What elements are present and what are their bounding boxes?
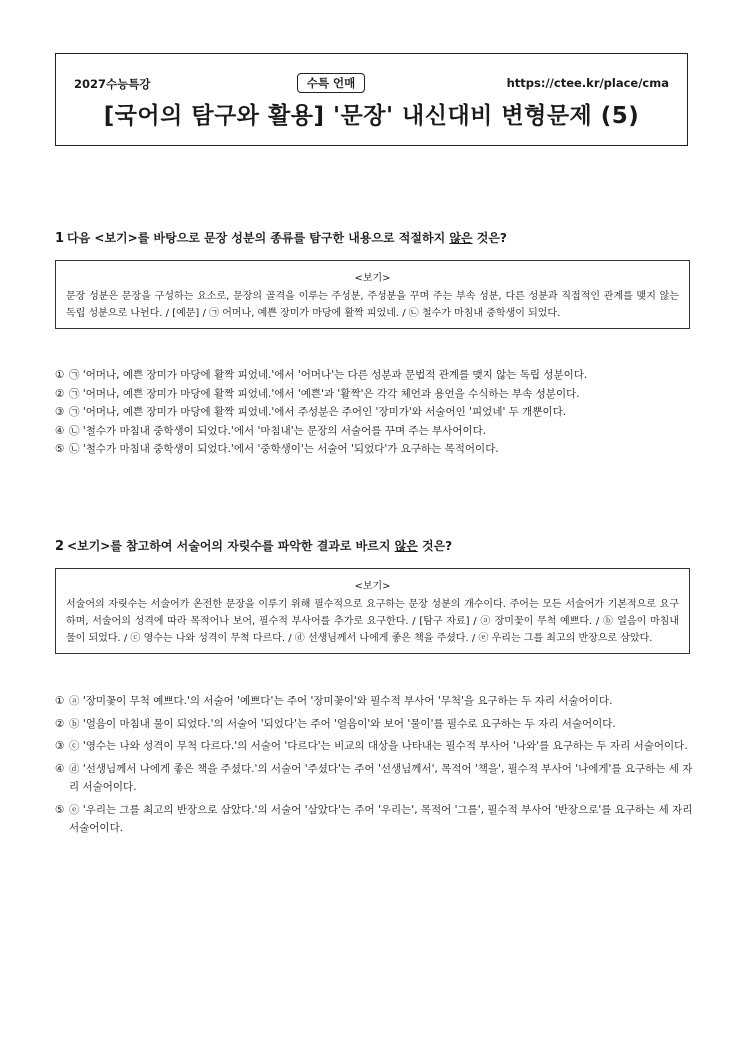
question-prompt-emphasis: 않은 [394, 539, 418, 553]
question-number: 2 [55, 539, 65, 554]
source-url: https://ctee.kr/place/cma [506, 76, 669, 90]
answer-option-2[interactable] [55, 385, 695, 404]
page-title: [국어의 탐구와 활용] '문장' 내신대비 변형문제 (5) [103, 103, 640, 129]
question-2-heading [55, 537, 452, 554]
question-prompt-emphasis: 않은 [449, 231, 473, 245]
answer-option-1[interactable] [55, 366, 695, 385]
option-marker: ③ [55, 406, 65, 418]
answer-option-1[interactable] [55, 692, 695, 711]
question-1-bogi-box [55, 260, 690, 329]
option-marker: ② [55, 387, 65, 400]
option-text: ⓑ '얼음이 마침내 물이 되었다.'의 서술어 '되었다'는 주어 '얼음이'와 보어 '물이'를 필수로 요구하는 두 자리 서술어이다. [69, 717, 616, 730]
option-marker: ① [55, 369, 65, 381]
option-text: ㉡ '철수가 마침내 중학생이 되었다.'에서 '중학생이'는 서술어 '되었다'가 요구하는 목적어이다. [69, 443, 499, 455]
option-text: ㉠ '어머나, 예쁜 장미가 마당에 활짝 피었네.'에서 '어머나'는 다른 성분과 문법적 관계를 맺지 않는 독립 성분이다. [69, 369, 588, 381]
option-marker: ④ [55, 762, 65, 775]
question-number: 1 [55, 231, 65, 246]
option-marker: ⑤ [55, 443, 65, 455]
bogi-title: <보기> [354, 581, 391, 592]
option-text: ㉠ '어머나, 예쁜 장미가 마당에 활짝 피었네.'에서 주성분은 주어인 '장미가'와 서술어인 '피었네' 두 개뿐이다. [69, 406, 567, 418]
option-text: ㉠ '어머나, 예쁜 장미가 마당에 활짝 피었네.'에서 '예쁜'과 '활짝'은 각각 체언과 용언을 수식하는 부속 성분이다. [69, 387, 580, 400]
option-marker: ⑤ [55, 803, 65, 816]
bogi-text: 서술어의 자릿수는 서술어가 온전한 문장을 이루기 위해 필수적으로 요구하는 문장 성분의 개수이다. 주어는 모든 서술어가 기본적으로 요구하며, 서술어의 성격에 따라 목적어나 보어, 필수적 부사어를 추가로 요구한다. / [탐구 자료] / ⓐ 장미꽃이 무척 예쁘다. / ⓑ 얼음이 마침내 물이 되었다. / ⓒ 영수는 나와 성격이 무척 다르다. / ⓓ 선생님께서 나에게 좋은 책을 주셨다. / ⓔ 우리는 그를 최고의 반장으로 삼았다. [66, 599, 679, 644]
option-text: ⓔ '우리는 그를 최고의 반장으로 삼았다.'의 서술어 '삼았다'는 주어 '우리는', 목적어 '그를', 필수적 부사어 '반장으로'를 요구하는 세 자리 서술어이다. [69, 803, 693, 834]
answer-option-4[interactable] [55, 760, 695, 797]
option-text: ㉡ '철수가 마침내 중학생이 되었다.'에서 '마침내'는 문장의 서술어를 꾸며 주는 부사어이다. [69, 424, 487, 437]
answer-option-3[interactable] [55, 737, 695, 756]
answer-option-3[interactable] [55, 403, 695, 422]
worksheet-header [55, 53, 688, 146]
bogi-title: <보기> [354, 273, 391, 284]
option-marker: ① [55, 695, 65, 707]
option-text: ⓓ '선생님께서 나에게 좋은 책을 주셨다.'의 서술어 '주셨다'는 주어 '선생님께서', 목적어 '책을', 필수적 부사어 '나에게'를 요구하는 세 자리 서술어이다. [69, 762, 693, 793]
question-prompt: 다음 <보기>를 바탕으로 문장 성분의 종류를 탐구한 내용으로 적절하지 [67, 231, 450, 245]
answer-option-5[interactable] [55, 801, 695, 838]
answer-option-5[interactable] [55, 440, 695, 459]
option-marker: ② [55, 717, 65, 730]
option-text: ⓒ '영수는 나와 성격이 무척 다르다.'의 서술어 '다르다'는 비교의 대상을 나타내는 필수적 부사어 '나와'를 요구하는 두 자리 서술어이다. [69, 740, 688, 752]
book-label: 2027수능특강 [74, 77, 151, 91]
option-text: ⓐ '장미꽃이 무척 예쁘다.'의 서술어 '예쁘다'는 주어 '장미꽃이'와 필수적 부사어 '무척'을 요구하는 두 자리 서술어이다. [69, 695, 613, 707]
question-1-options [55, 366, 695, 459]
answer-option-4[interactable] [55, 422, 695, 441]
question-2-options [55, 692, 695, 842]
question-2-bogi-box [55, 568, 690, 654]
question-prompt-end: 것은? [472, 231, 507, 245]
answer-option-2[interactable] [55, 715, 695, 734]
subject-badge: 수특 언매 [297, 73, 365, 93]
bogi-text: 문장 성분은 문장을 구성하는 요소로, 문장의 골격을 이루는 주성분, 주성분을 꾸며 주는 부속 성분, 다른 성분과 직접적인 관계를 맺지 않는 독립 성분으로 나뉜다. / [예문] / ㉠ 어머나, 예쁜 장미가 마당에 활짝 피었네. / ㉡ 철수가 마침내 중학생이 되었다. [66, 291, 679, 319]
option-marker: ④ [55, 424, 65, 437]
option-marker: ③ [55, 740, 65, 752]
question-1-heading [55, 229, 507, 246]
question-prompt-end: 것은? [417, 539, 453, 553]
question-prompt: <보기>를 참고하여 서술어의 자릿수를 파악한 결과로 바르지 [67, 539, 395, 553]
